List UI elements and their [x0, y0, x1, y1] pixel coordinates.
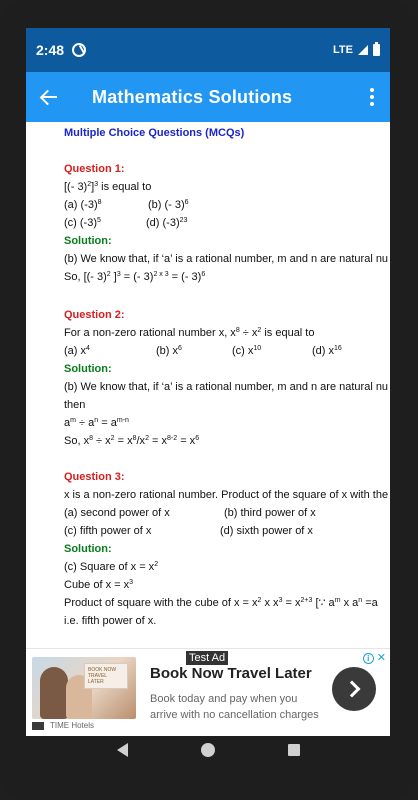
q3-option-c: (c) fifth power of x [64, 525, 152, 537]
ad-title[interactable]: Book Now Travel Later [150, 665, 312, 682]
question-2-solution-line-4: So, $x^8 \div x^2 = x^8/x^2 = x^{8-2} = x^6$ [64, 435, 200, 447]
nav-home-icon[interactable] [201, 743, 215, 757]
back-arrow-icon [41, 96, 57, 98]
q3-option-d: (d) sixth power of x [220, 525, 313, 537]
question-1-solution-label: Solution: [64, 235, 112, 247]
q1-option-d: (d) $(-3)^{23}$ [146, 217, 188, 229]
ad-choices[interactable] [363, 653, 386, 664]
q1-option-c: (c) $(-3)^5$ [64, 217, 101, 229]
chevron-right-icon [344, 681, 361, 698]
data-saver-icon [72, 43, 86, 57]
ad-open-button[interactable] [332, 667, 376, 711]
signal-icon [358, 45, 368, 55]
q3-option-b: (b) third power of x [224, 507, 316, 519]
q3-option-a: (a) second power of x [64, 507, 170, 519]
question-2-text: For a non-zero rational number x, $x^8 \div x^2$ is equal to [64, 327, 315, 339]
question-2-solution-line-1: (b) We know that, if ‘a’ is a rational number, m and n are natural nu [64, 381, 389, 393]
status-bar [26, 28, 390, 72]
battery-icon [373, 44, 380, 56]
section-heading: Multiple Choice Questions (MCQs) [64, 127, 245, 139]
question-3-label: Question 3: [64, 471, 125, 483]
network-type: LTE [333, 44, 353, 56]
question-3-solution-label: Solution: [64, 543, 112, 555]
question-1-solution-line-2: So, [(- 3)$^2$ ]$^3$ = (- 3)$^{2 x 3}$ = (- 3)$^6$ [64, 271, 206, 283]
question-1-solution-line-1: (b) We know that, if ‘a’ is a rational number, m and n are natural nu [64, 253, 389, 265]
q2-option-a: (a) $x^4$ [64, 345, 90, 357]
question-2-label: Question 2: [64, 309, 125, 321]
close-icon[interactable]: ✕ [376, 652, 386, 664]
question-2-solution-line-2: then [64, 399, 86, 411]
nav-recents-icon[interactable] [288, 744, 300, 756]
question-1-label: Question 1: [64, 163, 125, 175]
overflow-menu-button[interactable] [354, 72, 390, 122]
status-time: 2:48 [36, 42, 65, 58]
ad-image[interactable] [32, 657, 136, 719]
ad-image-card: BOOK NOW TRAVEL LATER [84, 663, 128, 689]
q2-option-c: (c) $x^{10}$ [232, 345, 262, 357]
app-bar [26, 72, 390, 122]
question-3-solution-line-1: (c) Square of $x = x^2$ [64, 561, 159, 573]
q2-option-d: (d) $x^{16}$ [312, 345, 342, 357]
ad-person-1 [40, 667, 68, 719]
q1-option-b: (b) (- 3)$^6$ [148, 199, 189, 211]
brand-logo [32, 722, 44, 730]
nav-back-icon[interactable] [117, 743, 128, 757]
ad-brand-name: TIME Hotels [50, 721, 95, 730]
back-button[interactable] [26, 72, 72, 122]
ad-brand [32, 721, 94, 730]
question-3-solution-line-3: Product of square with the cube of $x = x^2$ x $x^3 = x^{2+3}$ [∵ $a^m$ x $a^n =a$ [64, 597, 378, 609]
page-title: Mathematics Solutions [92, 86, 293, 107]
solution-content[interactable] [26, 122, 390, 648]
test-ad-label: Test Ad [186, 651, 228, 665]
banner-ad[interactable] [26, 648, 390, 736]
question-2-solution-line-3: $a^m \div a^n = a^{m-n}$ [64, 417, 129, 429]
question-2-solution-label: Solution: [64, 363, 112, 375]
q1-option-a: (a) $(-3)^8$ [64, 199, 102, 211]
question-3-text: x is a non-zero rational number. Product of the square of x with the [64, 489, 389, 501]
info-icon[interactable]: i [363, 653, 374, 664]
more-vert-dot [370, 102, 374, 106]
more-vert-icon [370, 88, 374, 92]
more-vert-dot [370, 95, 374, 99]
question-3-solution-line-4: i.e. fifth power of x. [64, 615, 157, 627]
q2-option-b: (b) $x^6$ [156, 345, 182, 357]
question-3-solution-line-2: Cube of $x = x^3$ [64, 579, 134, 591]
ad-description: Book today and pay when you arrive with no cancellation charges [150, 693, 319, 721]
system-nav-bar [26, 736, 390, 764]
screen [26, 28, 390, 736]
question-1-text: [(- 3)$^2$]$^3$ is equal to [64, 181, 152, 193]
